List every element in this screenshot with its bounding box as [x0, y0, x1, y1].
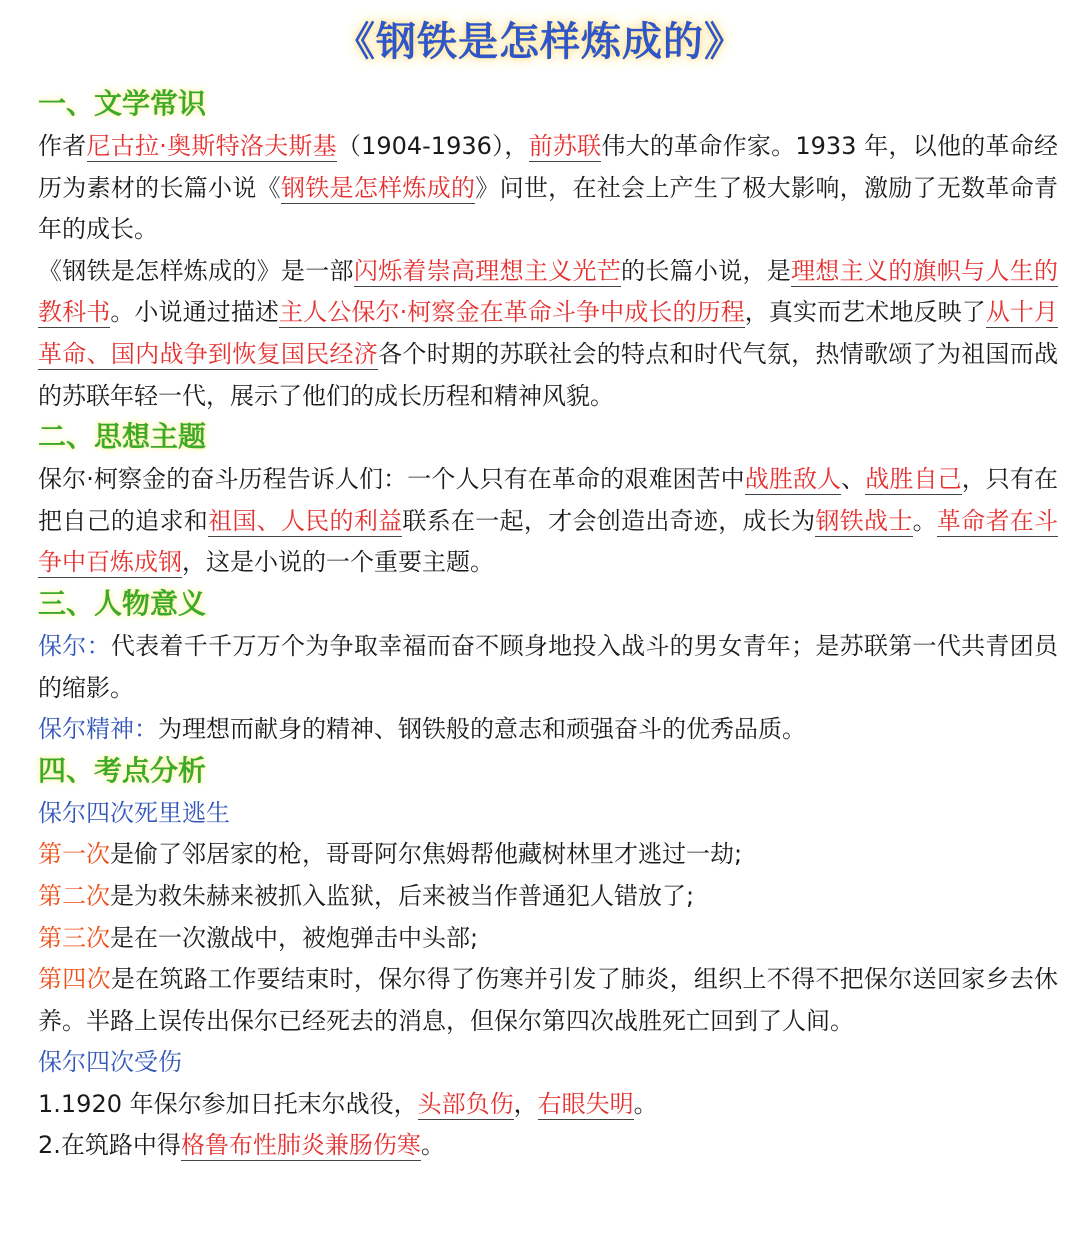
list-item [38, 959, 1058, 1042]
highlight-book-title: 钢铁是怎样炼成的 [280, 173, 476, 202]
subheading-injuries: 保尔四次受伤 [38, 1048, 182, 1077]
paragraph-paul [38, 626, 1058, 709]
text: 保尔·柯察金的奋斗历程告诉人们：一个人只有在革命的艰难困苦中 [38, 465, 745, 494]
section-heading-theme: 二、思想主题 [38, 420, 207, 454]
highlight-main-theme: 革命者在斗争中百炼成钢 [38, 506, 1059, 577]
paragraph-theme [38, 459, 1058, 584]
text: ，只有在把自己的追求和 [38, 465, 1059, 535]
highlight-period: 从十月革命、国内战争到恢复国民经济 [38, 298, 1059, 368]
label-first: 第一次 [38, 840, 110, 869]
text: 2.在筑路中得 [38, 1131, 181, 1160]
label-second: 第二次 [38, 881, 110, 910]
text: 。小说通过描述 [110, 298, 280, 327]
paragraph-novel-summary [38, 251, 1058, 417]
highlight-head-injury: 头部负伤 [417, 1089, 514, 1118]
list-item [38, 918, 1058, 960]
text: 》问世，在社会上产生了极大影响，激励了无数革命青年的成长。 [38, 173, 1059, 244]
text: 的长篇小说，是 [621, 256, 792, 285]
text: （1904-1936）， [336, 132, 529, 160]
text: 为理想而献身的精神、钢铁般的意志和顽强奋斗的优秀品质。 [158, 715, 806, 744]
text: 。 [912, 506, 937, 535]
text: 、 [841, 465, 866, 494]
text: 伟大的革命作家。1933 年，以他的革命经历为素材的长篇小说《 [38, 132, 1058, 202]
text: 作者 [38, 132, 87, 160]
highlight-people-interest: 祖国、人民的利益 [208, 506, 403, 535]
highlight-eye-blind: 右眼失明 [537, 1089, 634, 1118]
highlight-defeat-self: 战胜自己 [865, 465, 962, 494]
list-item [38, 1125, 1058, 1167]
subheading-escapes: 保尔四次死里逃生 [38, 798, 230, 827]
section-heading-exam-points: 四、考点分析 [38, 753, 207, 787]
text: 《钢铁是怎样炼成的》是一部 [38, 256, 354, 285]
highlight-country: 前苏联 [528, 132, 602, 160]
paragraph-paul-spirit [38, 709, 1058, 751]
text: 是为救朱赫来被抓入监狱，后来被当作普通犯人错放了; [110, 881, 695, 910]
text: 是在筑路工作要结束时，保尔得了伤寒并引发了肺炎，组织上不得不把保尔送回家乡去休养。半路上误传出保尔已经死去的消息，但保尔第四次战胜死亡回到了人间。 [38, 965, 1059, 1035]
text: 各个时期的苏联社会的特点和时代气氛，热情歌颂了为祖国而战的苏联年轻一代，展示了他们的成长历程和精神风貌。 [38, 339, 1059, 410]
label-third: 第三次 [38, 923, 110, 952]
label-paul-spirit: 保尔精神： [38, 715, 158, 744]
highlight-illness: 格鲁布性肺炎兼肠伤寒 [180, 1131, 421, 1160]
highlight-steel-warrior: 钢铁战士 [815, 506, 913, 535]
text: ，真实而艺术地反映了 [744, 298, 986, 327]
list-item [38, 1084, 1058, 1126]
label-fourth: 第四次 [38, 965, 111, 994]
section-heading-character: 三、人物意义 [38, 586, 207, 620]
text: ， [513, 1089, 538, 1118]
text: 。 [633, 1089, 658, 1118]
highlight-idealism: 闪烁着崇高理想主义光芒 [353, 256, 622, 285]
highlight-protagonist: 主人公保尔·柯察金在革命斗争中成长的历程 [279, 298, 745, 327]
highlight-author-name: 尼古拉·奥斯特洛夫斯基 [86, 132, 337, 160]
label-paul: 保尔： [38, 631, 111, 660]
text: 是在一次激战中，被炮弹击中头部; [110, 923, 479, 952]
document-body [38, 84, 1058, 1167]
text: ，这是小说的一个重要主题。 [182, 548, 494, 577]
list-item [38, 834, 1058, 876]
list-item [38, 876, 1058, 918]
text: 是偷了邻居家的枪，哥哥阿尔焦姆帮他藏树林里才逃过一劫; [110, 840, 743, 869]
section-heading-literature: 一、文学常识 [38, 87, 207, 120]
text: 1.1920 年保尔参加日托末尔战役， [38, 1089, 418, 1118]
highlight-defeat-enemy: 战胜敌人 [744, 465, 842, 494]
text: 代表着千千万万个为争取幸福而奋不顾身地投入战斗的男女青年；是苏联第一代共青团员的缩影。 [38, 631, 1059, 702]
paragraph-author [38, 126, 1058, 251]
text: 联系在一起，才会创造出奇迹，成长为 [402, 506, 816, 535]
text: 。 [420, 1131, 445, 1160]
highlight-textbook: 理想主义的旗帜与人生的教科书 [38, 256, 1059, 327]
page-title: 《钢铁是怎样炼成的》 [335, 18, 745, 65]
